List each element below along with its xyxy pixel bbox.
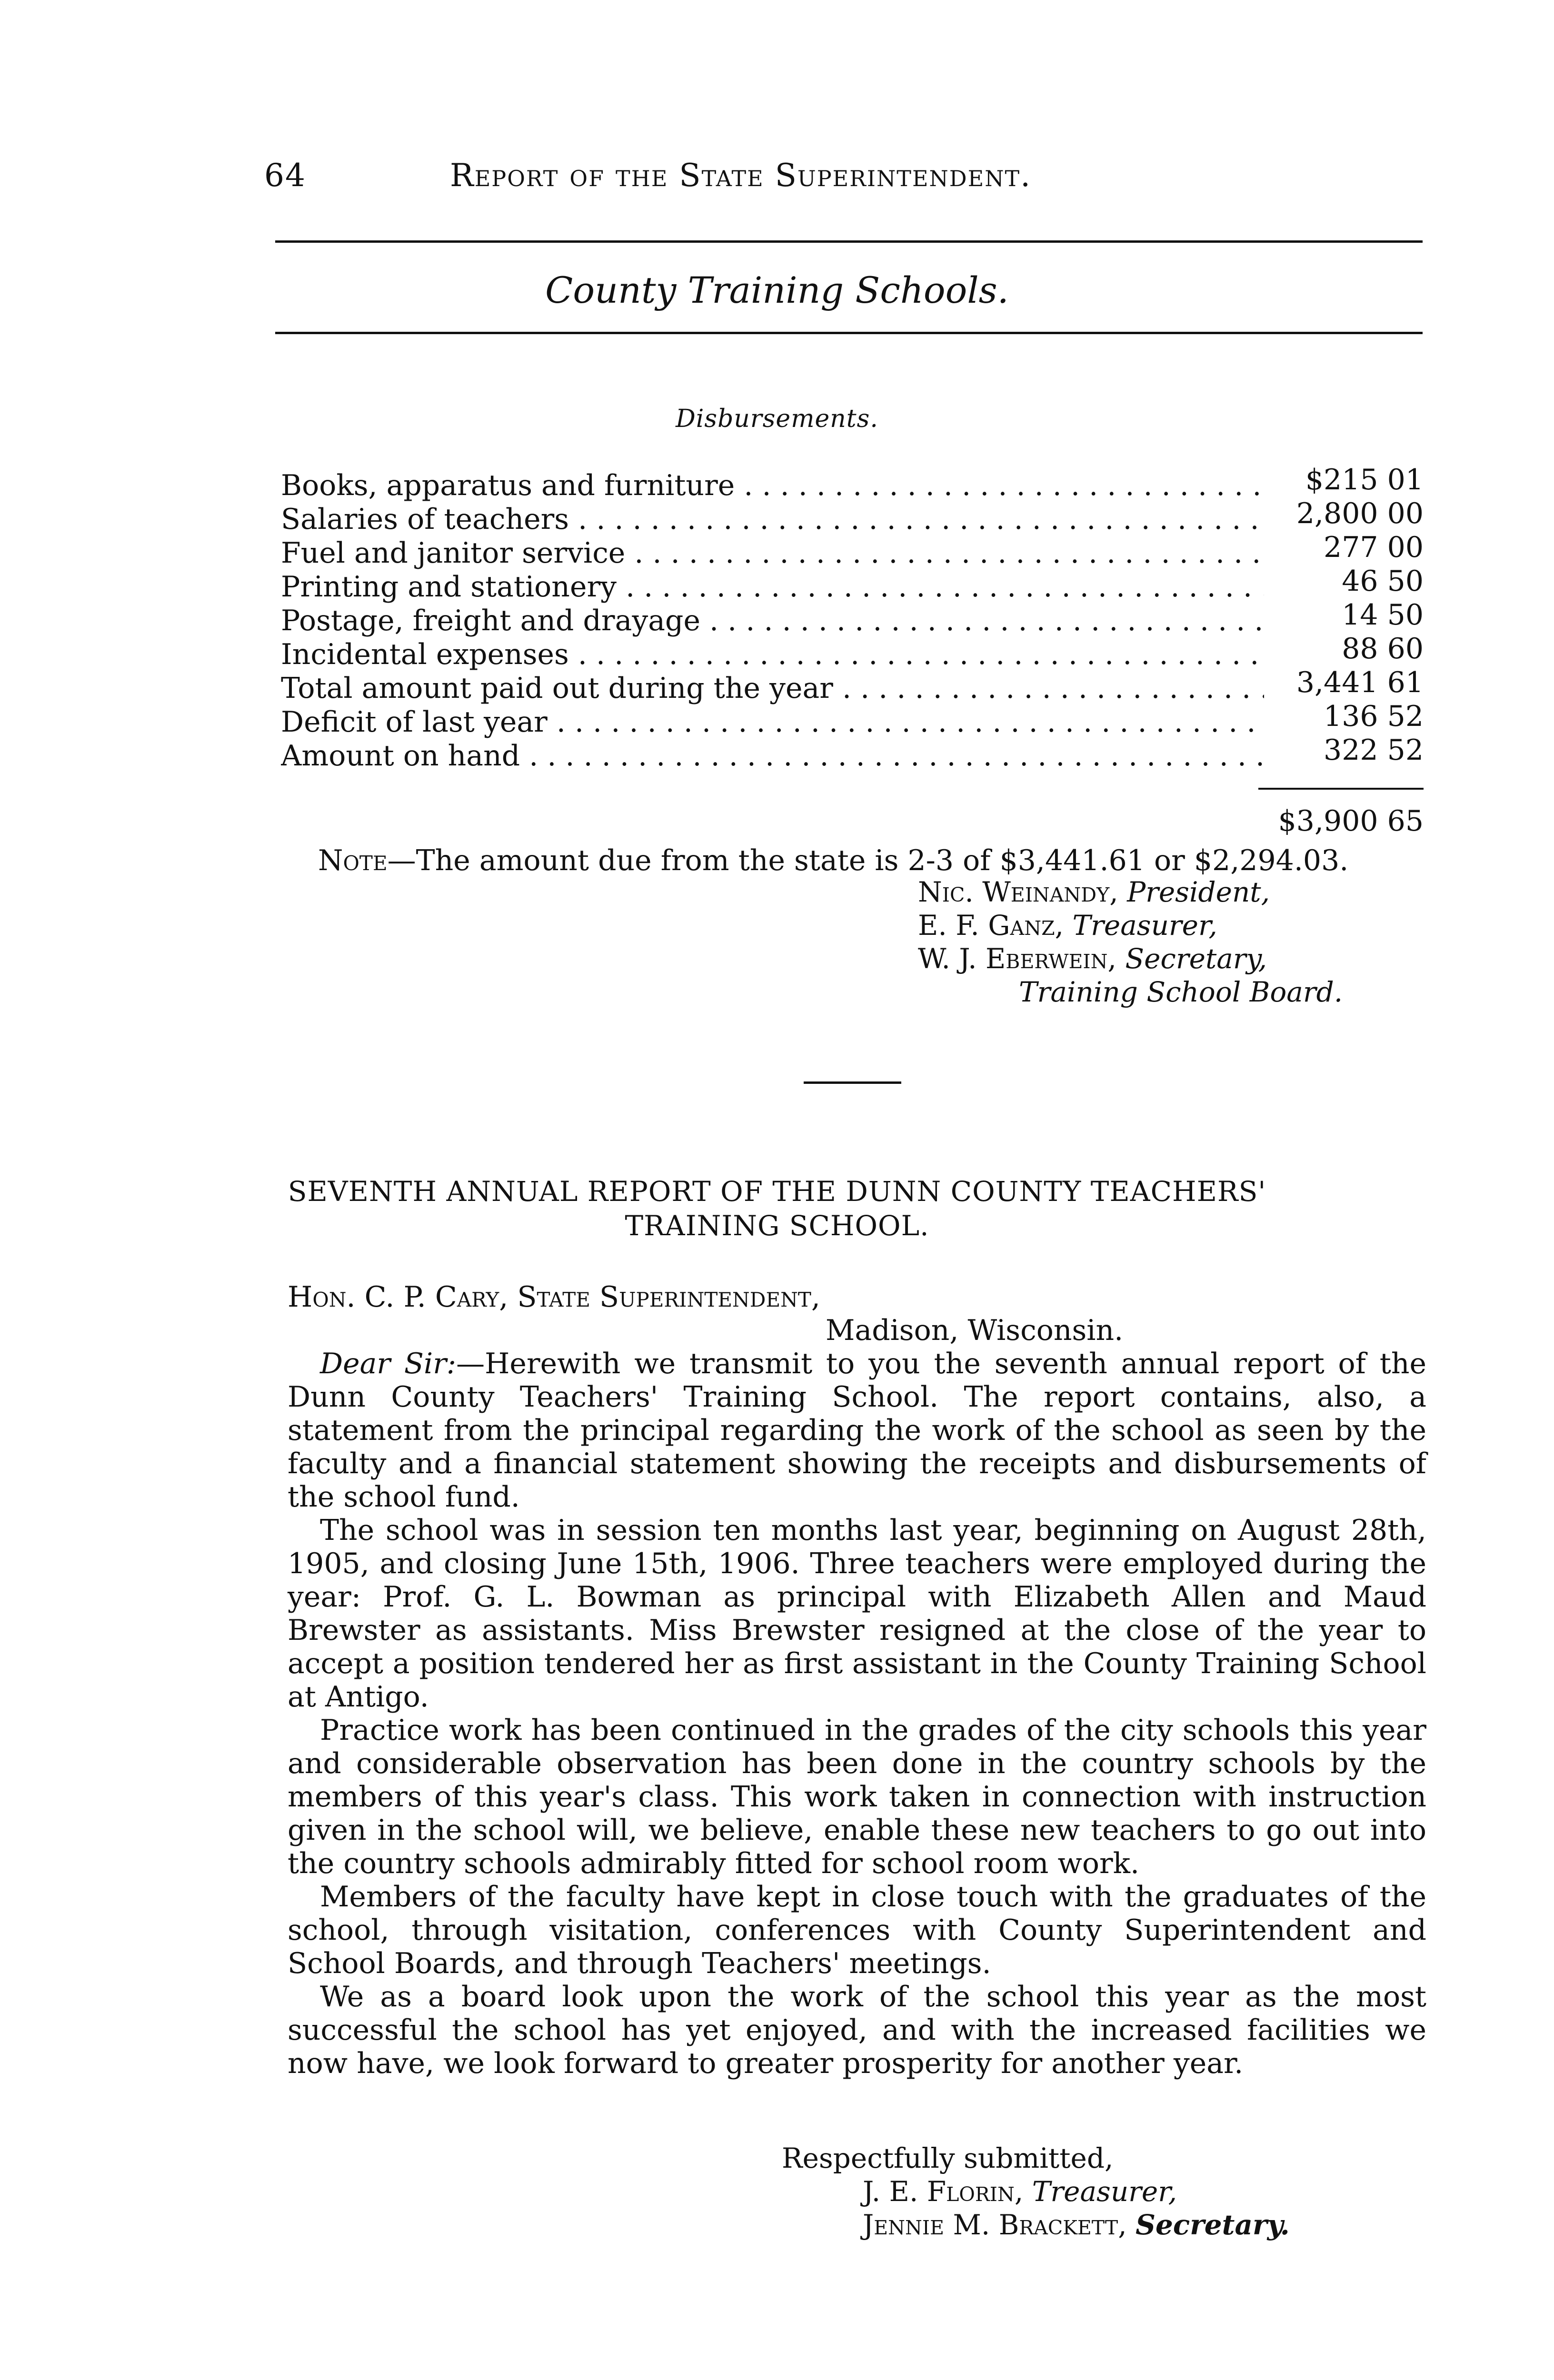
ledger-row (281, 734, 1424, 773)
report-signature (863, 2175, 1177, 2208)
ledger-label: Deficit of last year . . . (281, 705, 1264, 739)
ledger-row (281, 497, 1424, 536)
ledger-label: Amount on hand . . . (281, 739, 1264, 773)
signer-name: W. J. Eberwein, (918, 942, 1116, 975)
signer-role: President, (1127, 876, 1270, 908)
ledger-amount: $215 01 (1305, 463, 1424, 496)
ledger-row (281, 700, 1424, 739)
ledger-amount: 88 60 (1342, 632, 1424, 665)
signer-name: Jennie M. Brackett, (863, 2209, 1127, 2241)
paragraph: Practice work has been continued in the grades of the city schools this year and considerable observation has been done in the country schools by the members of this year's class. This work taken in connection with instruction given in the school will, we believe, enable these new teachers to go out into the country schools admirably fitted for school room work. (288, 1714, 1426, 1880)
ledger-row (281, 598, 1424, 638)
header-rule-top (275, 240, 1423, 243)
ledger-label: Printing and stationery . . . (281, 570, 1264, 604)
signer-name: E. F. Ganz, (918, 909, 1064, 942)
note-text: —The amount due from the state is 2-3 of $3,441.61 or $2,294.03. (387, 844, 1349, 877)
ledger-amount: 46 50 (1342, 565, 1424, 598)
ledger-amount: 277 00 (1324, 531, 1424, 564)
ledger-label: Fuel and janitor service . . . (281, 536, 1264, 570)
ledger-amount: 2,800 00 (1296, 497, 1424, 530)
section-divider (804, 1081, 901, 1084)
header-rule-bottom (275, 332, 1423, 334)
paragraph: We as a board look upon the work of the school this year as the most successful the school has yet enjoyed, and with the increased facilities we now have, we look forward to greater prosperity for another year. (288, 1980, 1426, 2080)
addressee-line (288, 1314, 1426, 1347)
ledger-row (281, 666, 1424, 705)
report-signature (863, 2209, 1290, 2241)
board-signature (918, 909, 1217, 942)
paragraph-text: —Herewith we transmit to you the seventh annual report of the Dunn County Teachers' Training School. The report contains, also, a statement from the principal regarding the work of the school as seen by the faculty and a financial statement showing the receipts and disbursements of the school fund. (288, 1347, 1426, 1514)
ledger-label: Salaries of teachers . . . (281, 503, 1264, 536)
ledger-row (281, 463, 1424, 503)
salutation: Dear Sir: (320, 1347, 457, 1380)
addressee-text: Hon. C. P. Cary, State Superintendent, (288, 1280, 820, 1314)
ledger-amount: 322 52 (1324, 734, 1424, 767)
page-number: 64 (264, 157, 306, 194)
running-title: Report of the State Superintendent. (450, 157, 1032, 194)
disbursements-heading: Disbursements. (676, 405, 878, 433)
ledger-row (281, 632, 1424, 672)
paragraph: Members of the faculty have kept in close touch with the graduates of the school, through visitation, conferences with County Superintendent and School Boards, and through Teachers' meetings. (288, 1880, 1426, 1980)
report-title-line: TRAINING SCHOOL. (625, 1210, 929, 1242)
signer-role: Treasurer, (1032, 2175, 1177, 2208)
paragraph: The school was in session ten months last year, beginning on August 28th, 1905, and closing June 15th, 1906. Three teachers were employed during the year: Prof. G. L. Bowman as principal with Elizabeth Allen and Maud Brewster as assistants. Miss Brewster resigned at the close of the year to accept a position tendered her as first assistant in the County Training School at Antigo. (288, 1514, 1426, 1714)
signer-name: J. E. Florin, (863, 2175, 1024, 2208)
letter-addressee (288, 1280, 1426, 1347)
note-line (318, 844, 1348, 877)
disbursements-table (281, 463, 1424, 773)
addressee-city: Madison, Wisconsin. (826, 1314, 1124, 1347)
letter-body (288, 1347, 1426, 2080)
ledger-label: Incidental expenses . . . (281, 638, 1264, 672)
section-title: County Training Schools. (545, 269, 1009, 311)
addressee-line (288, 1280, 1426, 1314)
board-signature (918, 876, 1270, 908)
board-signature (1019, 976, 1343, 1008)
report-title-line: SEVENTH ANNUAL REPORT OF THE DUNN COUNTY TEACHERS' (288, 1175, 1266, 1208)
ledger-amount: 14 50 (1342, 598, 1424, 632)
ledger-label: Books, apparatus and furniture . . . (281, 469, 1264, 503)
signer-name: Nic. Weinandy, (918, 876, 1118, 908)
signer-role: Secretary. (1136, 2209, 1290, 2241)
board-signature (918, 942, 1267, 975)
ledger-label: Total amount paid out during the year . . . (281, 672, 1264, 705)
ledger-amount: 136 52 (1324, 700, 1424, 733)
ledger-amount: 3,441 61 (1296, 666, 1424, 699)
running-header (264, 157, 1031, 194)
signer-role: Secretary, (1125, 942, 1267, 975)
signer-role: Training School Board. (1019, 976, 1343, 1008)
disbursements-total: $3,900 65 (1278, 804, 1424, 838)
report-title (0, 1174, 1554, 1243)
ledger-label: Postage, freight and drayage . . . (281, 604, 1264, 638)
ledger-row (281, 565, 1424, 604)
sum-rule (1258, 788, 1424, 790)
ledger-row (281, 531, 1424, 570)
closing: Respectfully submitted, (782, 2142, 1114, 2174)
note-prefix: Note (318, 844, 388, 877)
signer-role: Treasurer, (1072, 909, 1217, 942)
paragraph (288, 1347, 1426, 1514)
